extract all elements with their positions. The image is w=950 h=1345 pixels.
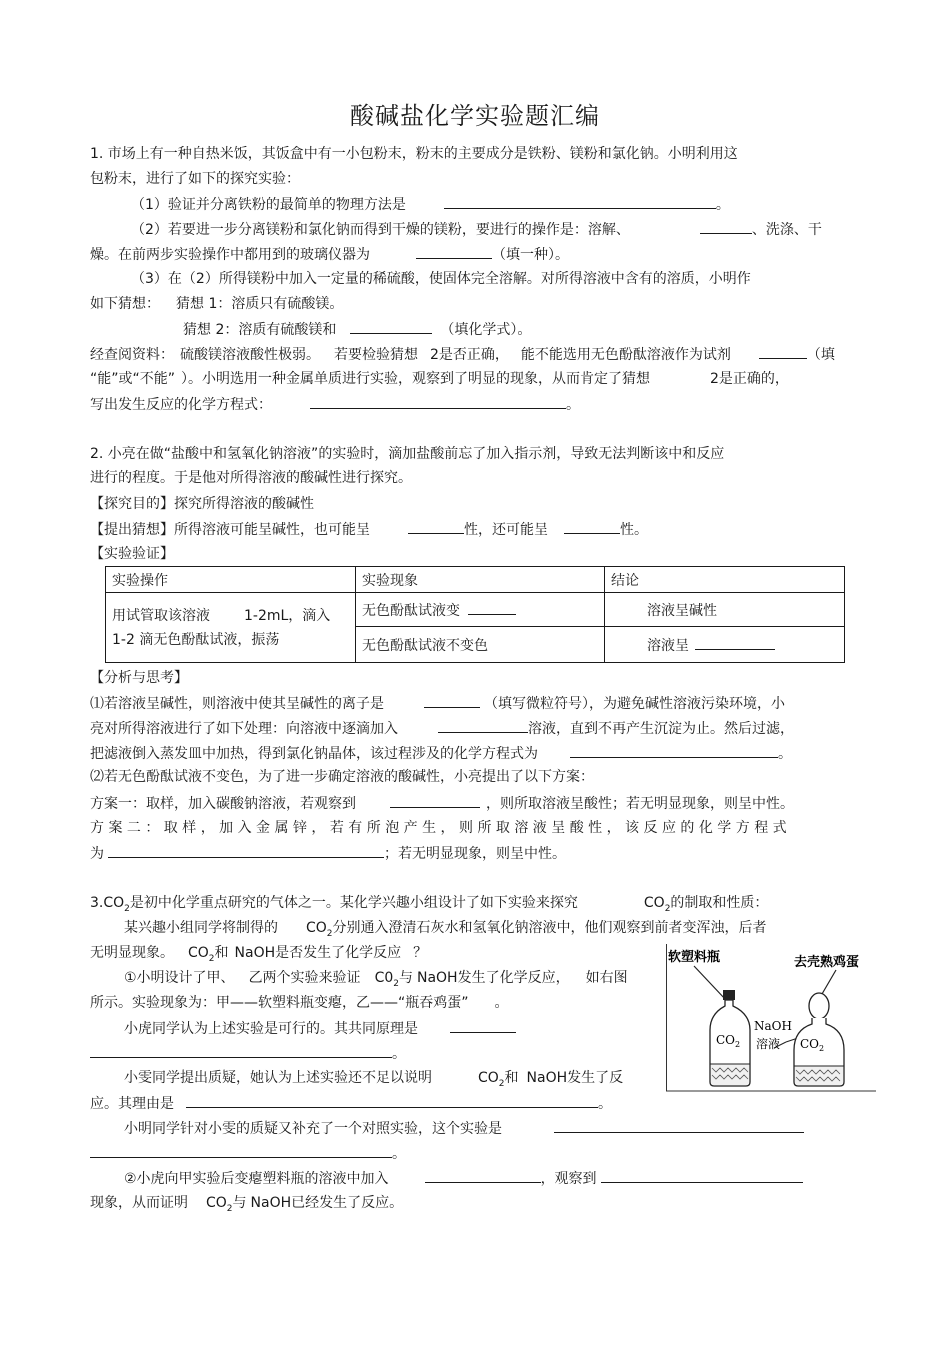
q2-add-text-b: 溶液，直到不再产生沉淀为止。然后过滤， — [528, 721, 794, 737]
q1-ref-a: 经查阅资料： — [90, 347, 174, 363]
q1-guess-2-blank[interactable] — [350, 319, 432, 334]
q1-line-4 — [131, 219, 822, 240]
q1-guess-2-hint: （填化学式）。 — [440, 322, 532, 338]
q3-l2-b: CO — [306, 920, 327, 936]
q3-l3-e: ？ — [413, 945, 428, 961]
q3-l8-a: 小雯同学提出质疑，她认为上述实验还不足以说明 — [124, 1070, 432, 1086]
q2-plan1-text: 方案一：取样，加入碳酸钠溶液，若观察到 — [90, 796, 356, 812]
q3-line-12 — [124, 1168, 803, 1189]
q1-line-11 — [90, 394, 580, 415]
q3-line-10 — [124, 1118, 804, 1139]
q2-plan1-blank[interactable] — [390, 793, 480, 808]
q3-l2-bsub: 2 — [326, 928, 333, 939]
experiment-table — [105, 566, 845, 663]
q1-l10-c: 2是正确的， — [710, 371, 789, 387]
q3-principle-blank-2[interactable] — [90, 1043, 392, 1058]
q1-part2-instrument-text: 燥。在前两步实验操作中都用到的玻璃仪器为 — [90, 247, 370, 263]
q1-ref-f: （填 — [806, 347, 835, 363]
q3-l8-bsub: 2 — [498, 1078, 505, 1089]
q3-l3-bsub: 2 — [208, 953, 215, 964]
q1-l10-b: ）。小明选用一种金属单质进行实验，观察到了明显的现象，从而肯定了猜想 — [181, 371, 651, 387]
q1-line-2: 包粉末，进行了如下的探究实验： — [90, 171, 300, 187]
q1-line-3 — [131, 194, 730, 215]
q1-line-6: （3）在（2）所得镁粉中加入一定量的稀硫酸，使固体完全溶解。对所得溶液中含有的溶质，小明作 — [131, 271, 751, 287]
table-cell-phenomenon-2: 无色酚酞试液不变色 — [356, 627, 605, 663]
q3-principle-text: 小虎同学认为上述实验是可行的。其共同原理是 — [124, 1021, 418, 1037]
q2-guess-blank-2[interactable] — [564, 519, 620, 534]
q1-line-7 — [90, 294, 343, 314]
q3-reason-text: 应。其理由是 — [90, 1096, 174, 1112]
q1-line-8 — [183, 319, 531, 340]
q3-observe-blank[interactable] — [601, 1168, 803, 1183]
table-cell-phenomenon-1 — [356, 593, 605, 627]
q3-l3-d: NaOH是否发生了化学反应 — [234, 945, 402, 961]
q2-guess-text-b: 性，还可能呈 — [464, 522, 548, 538]
flask-liquid — [795, 1066, 843, 1085]
q1-ref-b: 硫酸镁溶液酸性极弱。 — [180, 347, 320, 363]
leader-line — [822, 970, 836, 994]
q3-l13-bsub: 2 — [226, 1203, 233, 1214]
table-header-conclusion: 结论 — [605, 567, 845, 593]
q2-line-11 — [90, 793, 794, 814]
q2-line-5: 【实验验证】 — [90, 546, 174, 562]
q3-l4-a: ①小明设计了甲、 — [124, 970, 235, 986]
operation-line-1 — [112, 604, 349, 628]
q3-line-3 — [90, 943, 427, 969]
q3-l5-b: 。 — [494, 995, 509, 1011]
q3-principle-blank-1[interactable] — [450, 1018, 516, 1033]
q3-l13-b: CO — [206, 1195, 227, 1211]
conclusion-2-text: 溶液呈 — [647, 637, 689, 654]
q1-part1-text: （1）验证并分离铁粉的最简单的物理方法是 — [131, 197, 406, 213]
q3-principle-end: 。 — [392, 1046, 406, 1062]
q3-l13-a: 现象，从而证明 — [90, 1195, 188, 1211]
q2-add-text: 亮对所得溶液进行了如下处理：向溶液中逐滴加入 — [90, 721, 398, 737]
table-header-row — [106, 567, 845, 593]
operation-line-1a: 用试管取该溶液 — [112, 607, 210, 624]
q1-guess-2: 猜想 2：溶质有硫酸镁和 — [183, 322, 337, 338]
q1-guess-1: 猜想 1：溶质只有硫酸镁。 — [176, 296, 344, 312]
q1-guess-intro: 如下猜想： — [90, 296, 160, 312]
q1-part2-text: （2）若要进一步分离镁粉和氯化钠而得到干燥的镁粉，要进行的操作是：溶解、 — [131, 222, 630, 238]
q3-l4-e: NaOH发生了化学反应， — [416, 970, 570, 986]
q3-l1-sub: 2 — [124, 903, 130, 914]
q2-eq-text: 把滤液倒入蒸发皿中加热，得到氯化钠晶体，该过程涉及的化学方程式为 — [90, 746, 538, 762]
experiment-figure — [666, 944, 876, 1092]
q1-part1-blank[interactable] — [444, 194, 716, 209]
q1-ref-c: 若要检验猜想 — [334, 347, 418, 363]
table-row — [106, 593, 845, 627]
q3-l8-c: 和 — [504, 1070, 519, 1086]
q1-line-1: 1. 市场上有一种自热米饭，其饭盒中有一小包粉末，粉末的主要成分是铁粉、镁粉和氯化钠。小明利用这 — [90, 146, 738, 162]
q3-reason-blank[interactable] — [186, 1093, 598, 1108]
q1-ref-d: 2是否正确， — [430, 347, 509, 363]
table-cell-conclusion-2 — [605, 627, 845, 663]
q3-l12-b: ，观察到 — [540, 1171, 597, 1187]
q2-line-13 — [90, 843, 566, 864]
conclusion-2-blank[interactable] — [695, 635, 775, 650]
q3-l4-d: 与 — [398, 970, 413, 986]
page-title: 酸碱盐化学实验题汇编 — [350, 102, 600, 130]
q2-line-8 — [90, 718, 794, 739]
co2-label-bottle: $CO_2$ — [716, 1033, 741, 1049]
q2-line-2: 进行的程度。于是他对所得溶液的酸碱性进行探究。 — [90, 470, 412, 486]
q2-ion-text-b: （填写微粒符号），为避免碱性溶液污染环境，小 — [484, 696, 785, 712]
q2-ion-blank[interactable] — [424, 693, 480, 708]
phenomenon-1-blank[interactable] — [468, 600, 516, 615]
table-header-operation: 实验操作 — [106, 567, 356, 593]
bottle-cap — [723, 990, 735, 1000]
q3-line-1 — [90, 893, 768, 919]
q1-ref-e: 能不能选用无色酚酞溶液作为试剂 — [520, 347, 731, 363]
q2-plan2-for: 为 — [90, 846, 104, 862]
q3-control-blank-1[interactable] — [554, 1118, 804, 1133]
q3-l4-b: 乙两个实验来验证 — [248, 970, 361, 986]
q3-l2-c: 分别通入澄清石灰水和氢氧化钠溶液中，他们观察到前者变浑浊，后者 — [332, 920, 767, 936]
q3-line-5 — [90, 993, 509, 1013]
q3-line-11 — [90, 1143, 406, 1164]
q3-control-text: 小明同学针对小雯的质疑又补充了一个对照实验，这个实验是 — [124, 1121, 502, 1137]
q2-plan1-text-b: ，则所取溶液呈酸性；若无明显现象，则呈中性。 — [486, 796, 794, 812]
q3-add-blank[interactable] — [425, 1168, 541, 1183]
q3-l1-a: 3.CO — [90, 895, 125, 911]
q2-line-7 — [90, 693, 785, 714]
q1-part2-blank-1[interactable] — [700, 219, 752, 234]
q1-equation-blank[interactable] — [310, 394, 566, 409]
q3-line-8 — [124, 1068, 623, 1094]
q3-l5-a: 所示。实验现象为：甲——软塑料瓶变瘪，乙——“瓶吞鸡蛋” — [90, 995, 469, 1011]
label-soft-bottle: 软塑料瓶 — [668, 950, 721, 965]
q2-line-12: 方 案 二 ： 取 样 ， 加 入 金 属 锌 ， 若 有 所 泡 产 生 ， 则 所 取 溶 液 呈 酸 性 ， 该 反 应 的 化 学 方 程 式 — [90, 820, 787, 836]
q2-add-blank[interactable] — [438, 718, 528, 733]
q3-l3-b: CO — [188, 945, 209, 961]
operation-line-1b: 1-2mL，滴入 — [244, 607, 331, 624]
q1-l10-a: “能”或“不能” — [90, 371, 176, 387]
q2-line-3: 【探究目的】探究所得溶液的酸碱性 — [90, 496, 314, 512]
q3-l1-d: 的制取和性质： — [670, 895, 769, 911]
label-egg: 去壳熟鸡蛋 — [794, 955, 860, 970]
q2-plan2-text-b: ；若无明显现象，则呈中性。 — [384, 846, 566, 862]
q3-l4-c: C0 — [374, 970, 394, 986]
q3-line-9 — [90, 1093, 612, 1114]
q3-l2-a: 某兴趣小组同学将制得的 — [124, 920, 278, 936]
phenomenon-1-text: 无色酚酞试液变 — [362, 602, 460, 619]
naoh-label: NaOH — [754, 1019, 792, 1033]
q2-eq-end: 。 — [778, 746, 792, 762]
solution-label: 溶液 — [756, 1037, 781, 1051]
q1-equation-end: 。 — [566, 397, 580, 413]
q3-l13-d: NaOH已经发生了反应。 — [250, 1195, 404, 1211]
q3-line-2 — [124, 918, 767, 944]
table-cell-conclusion-1: 溶液呈碱性 — [605, 593, 845, 627]
q3-reason-end: 。 — [598, 1096, 612, 1112]
q2-plan2-blank[interactable] — [108, 843, 384, 858]
leader-line — [694, 966, 726, 1000]
q1-part2-hint: （填一种）。 — [492, 247, 569, 263]
q2-line-4 — [90, 519, 648, 540]
q3-l4-f: 如右图 — [585, 970, 628, 986]
q1-ref-blank[interactable] — [759, 344, 807, 359]
q1-part1-end: 。 — [715, 197, 730, 213]
q2-ion-text: ⑴若溶液呈碱性，则溶液中使其呈碱性的离子是 — [90, 696, 384, 712]
q3-line-4 — [124, 968, 628, 994]
q1-line-10 — [90, 369, 789, 389]
egg-flask — [794, 993, 844, 1086]
q2-guess-blank-1[interactable] — [408, 519, 464, 534]
q2-line-10: ⑵若无色酚酞试液不变色，为了进一步确定溶液的酸碱性，小亮提出了以下方案： — [90, 769, 594, 785]
q2-guess-text-c: 性。 — [620, 522, 648, 538]
q2-line-1: 2. 小亮在做“盐酸中和氢氧化钠溶液”的实验时，滴加盐酸前忘了加入指示剂，导致无法判断该中和反应 — [90, 446, 725, 462]
q3-line-7 — [90, 1043, 406, 1064]
q2-guess-text: 【提出猜想】所得溶液可能呈碱性，也可能呈 — [90, 522, 370, 538]
q1-part2-blank-2[interactable] — [416, 244, 492, 259]
q1-part2-text-b: 、洗涤、干 — [751, 222, 822, 238]
q3-control-end: 。 — [392, 1146, 406, 1162]
q3-l3-a: 无明显现象。 — [90, 945, 174, 961]
q3-l3-c: 和 — [214, 945, 229, 961]
q2-eq-blank[interactable] — [570, 743, 778, 758]
table-header-phenomenon: 实验现象 — [356, 567, 605, 593]
q2-line-6: 【分析与思考】 — [90, 670, 188, 686]
co2-label-flask: $CO_2$ — [800, 1037, 825, 1053]
q3-line-6 — [124, 1018, 516, 1039]
soft-plastic-bottle — [710, 990, 750, 1086]
egg — [809, 993, 829, 1019]
q3-line-13 — [90, 1193, 403, 1219]
q3-l1-b: 是初中化学重点研究的气体之一。某化学兴趣小组设计了如下实验来探究 — [129, 895, 578, 911]
q3-l1-csub: 2 — [664, 903, 671, 914]
q3-l8-b: CO — [478, 1070, 499, 1086]
q1-equation-text: 写出发生反应的化学方程式： — [90, 397, 272, 413]
q3-l4-csub: 2 — [393, 978, 399, 989]
q3-control-blank-2[interactable] — [90, 1143, 392, 1158]
q3-l12-a: ②小虎向甲实验后变瘪塑料瓶的溶液中加入 — [124, 1171, 389, 1187]
table-cell-operation — [106, 593, 356, 663]
operation-line-2: 1-2 滴无色酚酞试液，振荡 — [112, 631, 280, 648]
q3-l13-c: 与 — [232, 1195, 247, 1211]
q1-line-5 — [90, 244, 569, 265]
bottle-liquid — [711, 1064, 749, 1085]
q1-line-9 — [90, 344, 835, 365]
q2-line-9 — [90, 743, 792, 764]
q3-l1-c: CO — [643, 895, 665, 911]
q3-l8-d: NaOH发生了反 — [526, 1070, 624, 1086]
